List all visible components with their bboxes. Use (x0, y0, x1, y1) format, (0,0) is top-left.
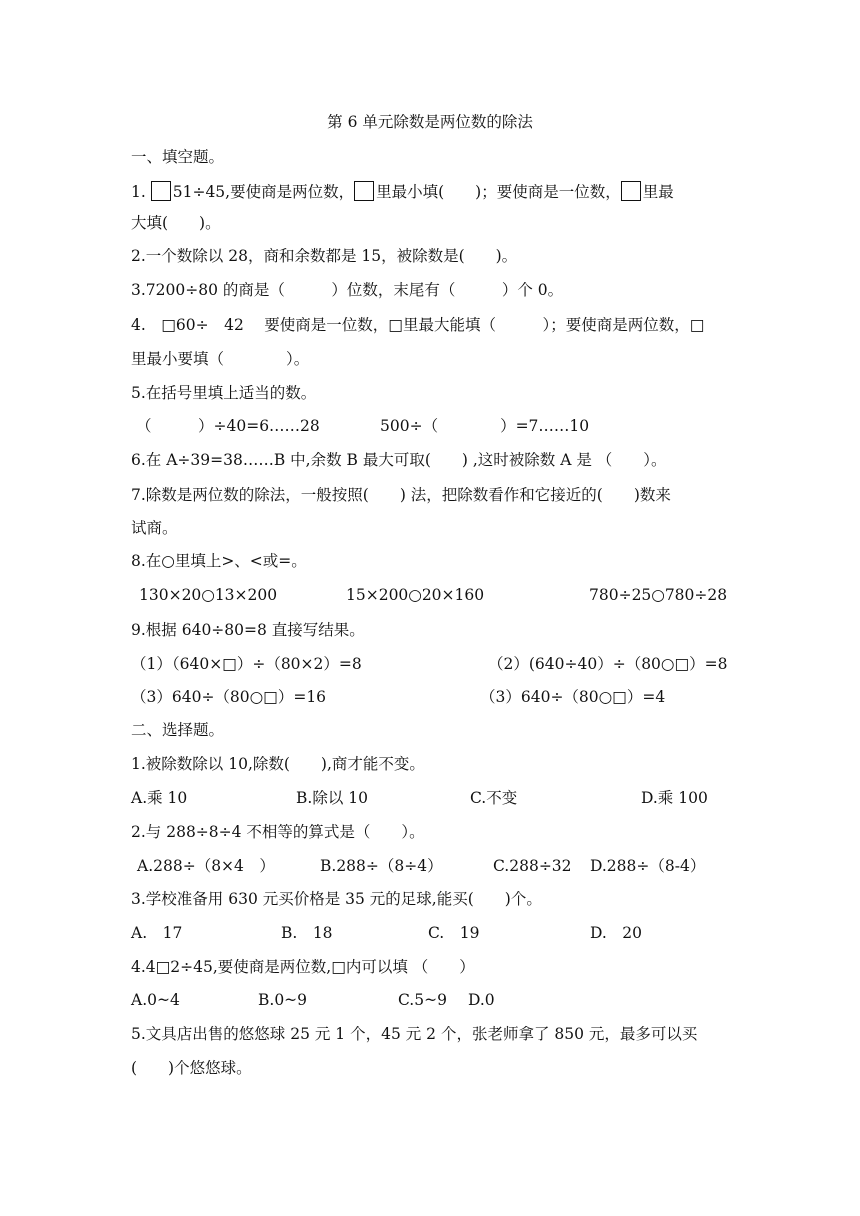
blank-box-2 (354, 181, 374, 201)
question-5-part-a: （ ）÷40=6……28 (136, 417, 320, 435)
question-1-line-1 (131, 181, 674, 202)
choice-3-option-a: A. 17 (131, 924, 183, 942)
choice-3-option-d: D. 20 (590, 924, 643, 942)
choice-1-option-c: C.不变 (470, 789, 518, 807)
choice-4-option-c: C.5~9 (398, 991, 447, 1009)
choice-2-option-d: D.288÷（8-4） (590, 857, 706, 875)
choice-3-option-c: C. 19 (428, 924, 480, 942)
choice-question-5-line-1: 5.文具店出售的悠悠球 25 元 1 个，45 元 2 个，张老师拿了 850 元，最多可以买 (131, 1025, 698, 1043)
question-3: 3.7200÷80 的商是（ ）位数，末尾有（ ）个 0。 (131, 281, 564, 299)
choice-2-option-a: A.288÷（8×4 ） (137, 857, 275, 875)
choice-2-option-b: B.288÷（8÷4） (320, 857, 443, 875)
choice-question-1: 1.被除数除以 10,除数( ),商才能不变。 (131, 755, 425, 773)
section-heading-multiple-choice: 二、选择题。 (131, 721, 225, 739)
question-9-part-3: （3）640÷（80○□）=16 (131, 688, 327, 706)
question-4-line-1: 4. □60÷ 42 要使商是一位数，□里最大能填（ ）；要使商是两位数，□ (131, 316, 705, 334)
question-1-line-2: 大填( )。 (131, 214, 221, 232)
question-1-text-c: 里最 (642, 183, 674, 201)
question-5: 5.在括号里填上适当的数。 (131, 384, 317, 402)
choice-4-option-a: A.0~4 (131, 991, 180, 1009)
choice-3-option-b: B. 18 (281, 924, 333, 942)
choice-question-2: 2.与 288÷8÷4 不相等的算式是（ ）。 (131, 823, 425, 841)
choice-question-4: 4.4□2÷45,要使商是两位数,□内可以填 （ ） (131, 958, 475, 976)
question-9-part-1: （1）（640×□）÷（80×2）=8 (131, 655, 362, 673)
question-8: 8.在○里填上>、<或=。 (131, 552, 307, 570)
page-title: 第 6 单元除数是两位数的除法 (327, 113, 533, 131)
question-8-part-c: 780÷25○780÷28 (589, 586, 728, 604)
question-8-part-a: 130×20○13×200 (139, 586, 278, 604)
question-1-number: 1. (131, 183, 146, 201)
section-heading-fill-blank: 一、填空题。 (131, 148, 225, 166)
choice-1-option-a: A.乘 10 (131, 789, 188, 807)
question-6: 6.在 A÷39=38……B 中,余数 B 最大可取( ) ,这时被除数 A 是 （ ）。 (131, 451, 667, 469)
question-4-line-2: 里最小要填（ ）。 (131, 350, 310, 368)
choice-question-3: 3.学校准备用 630 元买价格是 35 元的足球,能买( )个。 (131, 890, 542, 908)
question-1-text-a: 51÷45,要使商是两位数， (172, 183, 355, 201)
choice-1-option-b: B.除以 10 (296, 789, 368, 807)
question-1-text-b: 里最小填( )；要使商是一位数， (376, 183, 621, 201)
question-5-part-b: 500÷（ ）=7……10 (380, 417, 590, 435)
choice-4-option-b: B.0~9 (258, 991, 308, 1009)
choice-4-option-d: D.0 (468, 991, 495, 1009)
question-9-part-2: （2）(640÷40）÷（80○□）=8 (488, 655, 728, 673)
blank-box-3 (621, 181, 641, 201)
question-9: 9.根据 640÷80=8 直接写结果。 (131, 621, 365, 639)
question-2: 2.一个数除以 28，商和余数都是 15，被除数是( )。 (131, 247, 518, 265)
choice-1-option-d: D.乘 100 (641, 789, 708, 807)
question-7-line-1: 7.除数是两位数的除法，一般按照( ) 法，把除数看作和它接近的( )数来 (131, 486, 671, 504)
choice-question-5-line-2: ( )个悠悠球。 (131, 1059, 252, 1077)
question-7-line-2: 试商。 (131, 519, 178, 537)
question-9-part-4: （3）640÷（80○□）=4 (480, 688, 666, 706)
choice-2-option-c: C.288÷32 (493, 857, 572, 875)
blank-box-1 (151, 181, 171, 201)
question-8-part-b: 15×200○20×160 (346, 586, 485, 604)
